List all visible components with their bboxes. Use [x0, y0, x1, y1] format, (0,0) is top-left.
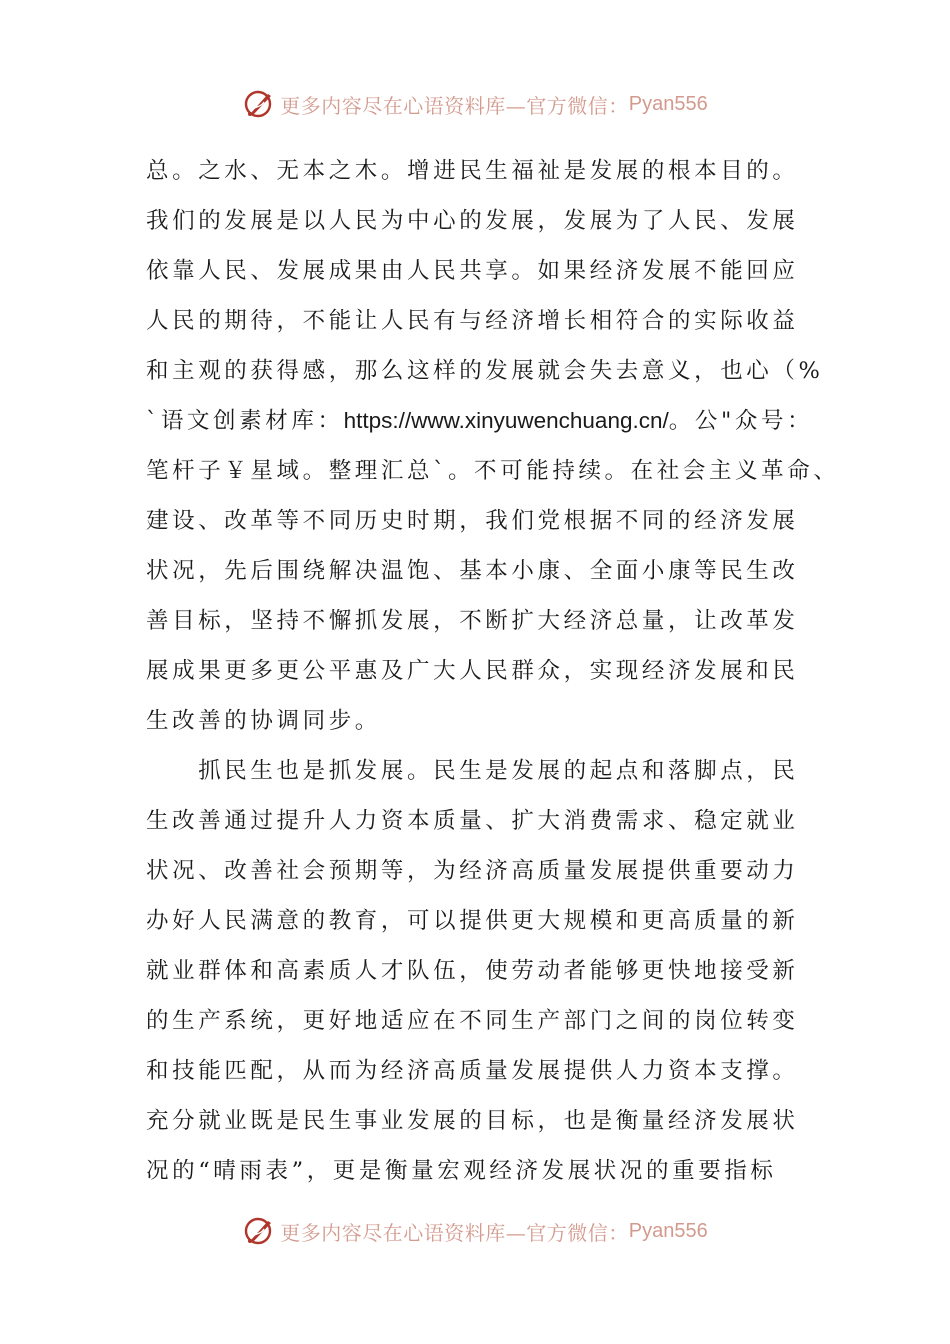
body-line: 抓民生也是抓发展。民生是发展的起点和落脚点，民	[146, 758, 799, 784]
body-line: 总。之水、无本之木。增进民生福祉是发展的根本目的。	[146, 158, 799, 184]
header-banner	[0, 82, 950, 126]
body-line: 生改善的协调同步。	[146, 708, 381, 734]
body-line: 人民的期待，不能让人民有与经济增长相符合的实际收益	[146, 308, 799, 334]
footer-banner	[0, 1209, 950, 1253]
body-line: 善目标，坚持不懈抓发展，不断扩大经济总量，让改革发	[146, 608, 799, 634]
body-line: 状况，先后围绕解决温饱、基本小康、全面小康等民生改	[146, 558, 799, 584]
body-line: 和技能匹配，从而为经济高质量发展提供人力资本支撑。	[146, 1058, 799, 1084]
body-line: 的生产系统，更好地适应在不同生产部门之间的岗位转变	[146, 1008, 799, 1034]
body-line: 办好人民满意的教育，可以提供更大规模和更高质量的新	[146, 908, 799, 934]
quill-logo-icon	[242, 1214, 276, 1248]
body-line: 展成果更多更公平惠及广大人民群众，实现经济发展和民	[146, 658, 799, 684]
body-line: 和主观的获得感，那么这样的发展就会失去意义，也心（%	[146, 358, 824, 384]
footer-banner-handle: Pyan556	[628, 1219, 708, 1242]
footer-banner-text: 更多内容尽在心语资料库—官方微信：	[280, 1220, 629, 1245]
url-suffix-text: 。公"众号：	[668, 408, 814, 434]
body-line-with-url	[146, 396, 846, 446]
header-banner-text: 更多内容尽在心语资料库—官方微信：	[280, 93, 629, 118]
url-prefix-text: `语文创素材库：	[146, 408, 344, 434]
quill-logo-icon	[242, 87, 276, 121]
website-url-text: https://www.xinyuwenchuang.cn/	[343, 408, 669, 433]
header-banner-handle: Pyan556	[628, 92, 708, 115]
body-line: 状况、改善社会预期等，为经济高质量发展提供重要动力	[146, 858, 799, 884]
body-line: 依靠人民、发展成果由人民共享。如果经济发展不能回应	[146, 258, 799, 284]
body-line: 建设、改革等不同历史时期，我们党根据不同的经济发展	[146, 508, 799, 534]
body-line: 充分就业既是民生事业发展的目标，也是衡量经济发展状	[146, 1108, 799, 1134]
body-line: 况的“晴雨表”，更是衡量宏观经济发展状况的重要指标	[146, 1158, 777, 1184]
document-body	[146, 146, 846, 1196]
body-line: 就业群体和高素质人才队伍，使劳动者能够更快地接受新	[146, 958, 799, 984]
body-line: 笔杆子￥星域。整理汇总`。不可能持续。在社会主义革命、	[146, 458, 840, 484]
body-line: 生改善通过提升人力资本质量、扩大消费需求、稳定就业	[146, 808, 799, 834]
body-line: 我们的发展是以人民为中心的发展，发展为了人民、发展	[146, 208, 799, 234]
